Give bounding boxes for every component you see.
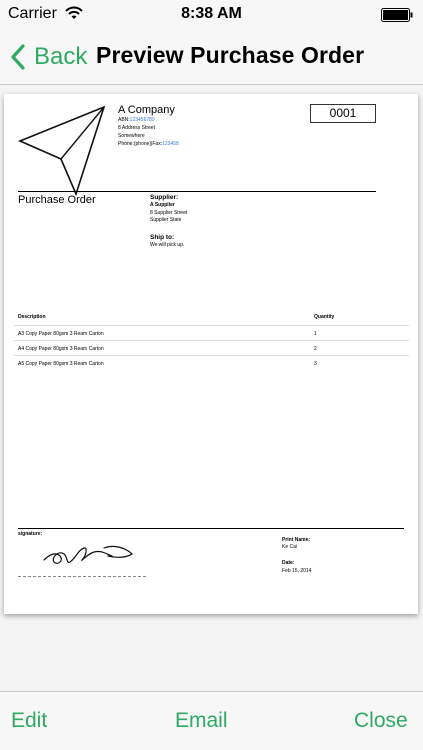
print-name-value: Ke Cai <box>282 544 298 550</box>
purchase-order-page <box>4 94 418 614</box>
back-label: Back <box>34 43 88 70</box>
po-number: 0001 <box>310 104 376 123</box>
preview-area[interactable] <box>0 86 423 691</box>
table-row-description: A5 Copy Paper 80gsm 3 Ream Carton <box>18 361 104 367</box>
edit-button[interactable]: Edit <box>11 709 48 732</box>
supplier-name: A Supplier <box>150 202 175 208</box>
supplier-street: 8 Supplier Street <box>150 210 188 216</box>
company-street: 8 Address Street <box>118 125 155 131</box>
battery-icon <box>381 8 413 22</box>
table-row-description: A4 Copy Paper 80gsm 3 Ream Carton <box>18 346 104 352</box>
fax-value: 123458 <box>162 141 179 147</box>
table-row-quantity: 3 <box>314 361 317 367</box>
company-name: A Company <box>118 104 175 116</box>
company-city: Somewhere <box>118 133 145 139</box>
carrier-label: Carrier <box>8 5 57 22</box>
signature-divider <box>18 528 404 529</box>
table-row-description: A3 Copy Paper 80gsm 3 Ream Carton <box>18 331 104 337</box>
back-button[interactable] <box>10 40 87 74</box>
date-label: Date: <box>282 560 295 566</box>
table-header-divider <box>14 325 409 326</box>
supplier-label: Supplier: <box>150 194 179 201</box>
abn-label: ABN: <box>118 117 130 123</box>
table-row-quantity: 1 <box>314 331 317 337</box>
table-row-quantity: 2 <box>314 346 317 352</box>
status-bar <box>0 0 423 30</box>
company-phone-fax <box>118 141 179 147</box>
navigation-bar <box>0 30 423 85</box>
signature-icon <box>42 540 138 570</box>
abn-value: 123456789 <box>129 117 155 123</box>
bottom-toolbar <box>0 691 423 750</box>
date-value: Feb 15, 2014 <box>282 568 312 574</box>
email-button[interactable]: Email <box>175 709 228 732</box>
page-title: Preview Purchase Order <box>96 42 365 68</box>
table-row-divider <box>14 355 409 356</box>
signature-line <box>18 576 146 577</box>
signature-label: signature: <box>18 531 43 537</box>
phone-fax-label: Phone:(phone)|Fax: <box>118 141 163 147</box>
quantity-header: Quantity <box>314 314 335 320</box>
ship-to-label: Ship to: <box>150 234 175 241</box>
header-divider <box>18 191 376 192</box>
print-name-label: Print Name: <box>282 537 311 543</box>
table-row-divider <box>14 340 409 341</box>
paper-plane-logo-icon <box>18 104 108 196</box>
chevron-left-icon <box>10 44 26 70</box>
company-abn <box>118 117 155 123</box>
supplier-state: Supplier State <box>150 217 182 223</box>
description-header: Description <box>18 314 46 320</box>
ship-to-value: We will pick up. <box>150 242 185 248</box>
status-time: 8:38 AM <box>181 5 242 22</box>
close-button[interactable]: Close <box>354 709 408 732</box>
document-title: Purchase Order <box>18 194 96 206</box>
